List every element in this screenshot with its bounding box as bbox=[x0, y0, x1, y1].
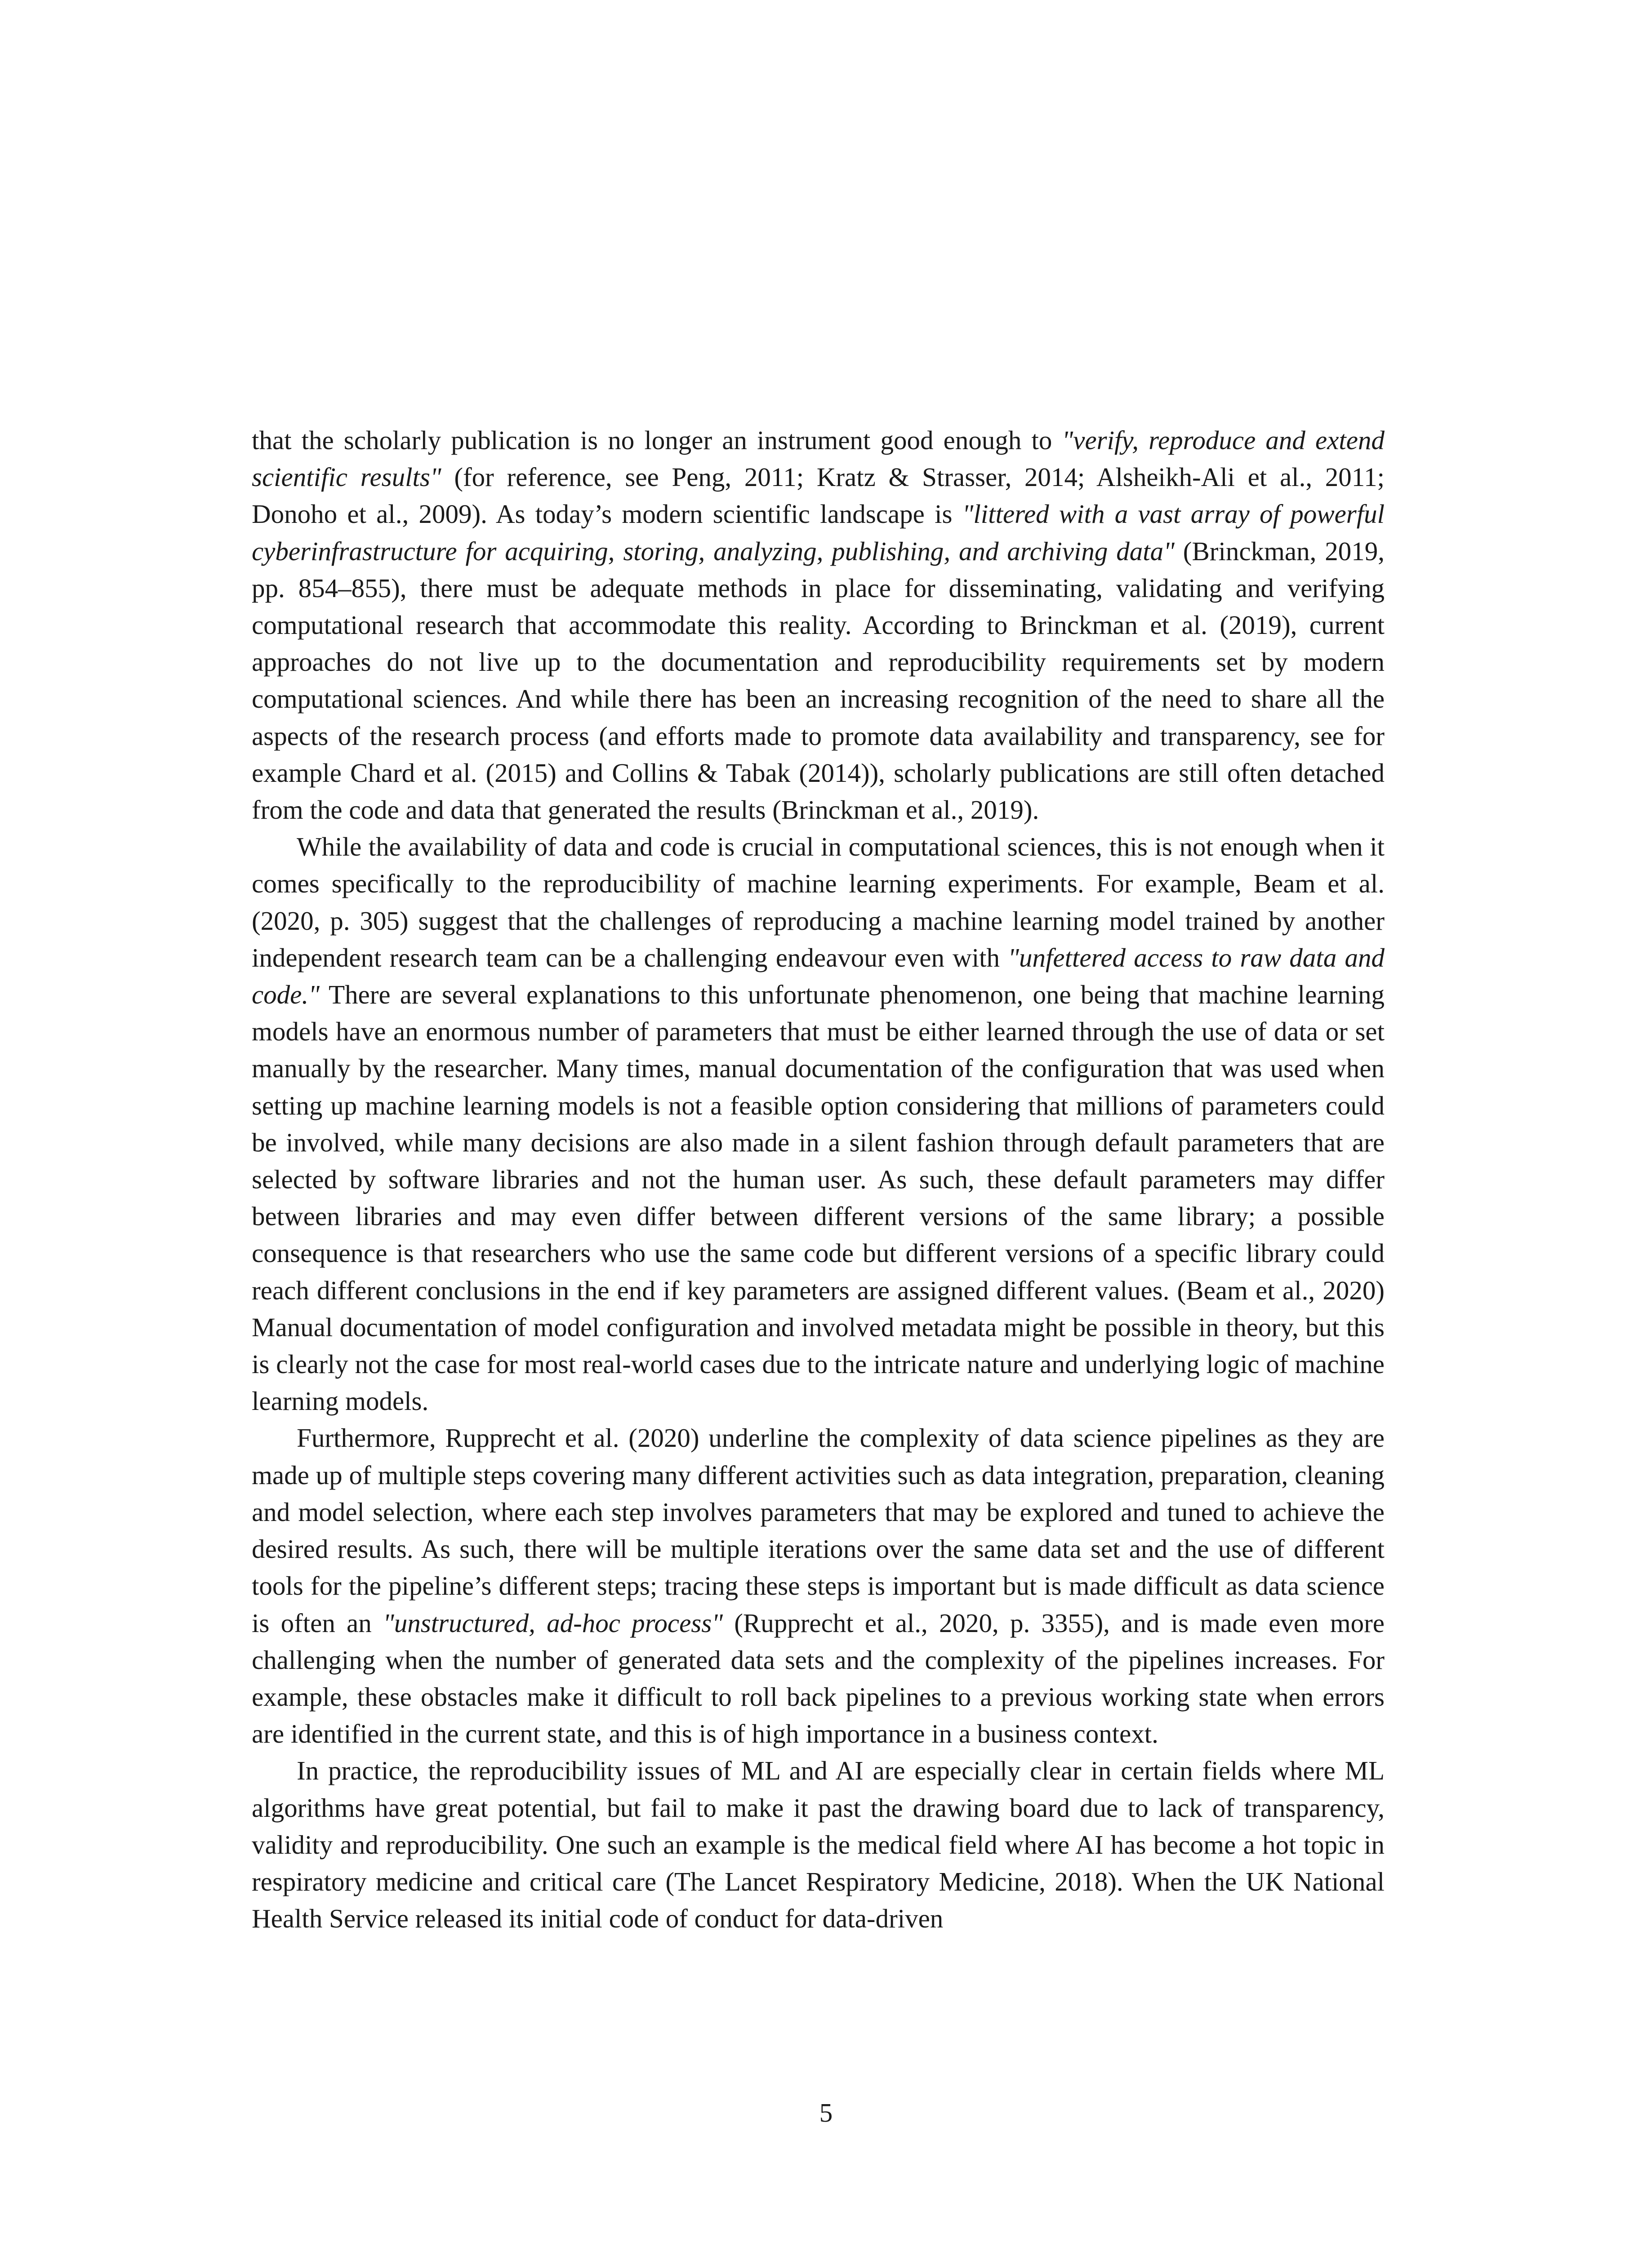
p3-text-1: Furthermore, Rupprecht et al. (2020) underline the complexity of data science pipelines as they are made up of multiple steps covering many different activities such as data integration, preparation, cleaning and model selection, where each step involves parameters that may be explored and tuned to achieve the desired results. As such, there will be multiple iterations over the same data set and the use of different tools for the pipeline’s different steps; tracing these steps is important but is made difficult as data science is often an bbox=[252, 1423, 1385, 1638]
p2-quote-1: "unfettered access to raw data and code." bbox=[252, 942, 1385, 1010]
paragraph-4 bbox=[252, 1752, 1385, 1937]
paragraph-2 bbox=[252, 828, 1385, 1419]
page-number: 5 bbox=[819, 2098, 833, 2128]
p2-text-1: While the availability of data and code is crucial in computational sciences, this is not enough when it comes specifically to the reproducibility of machine learning experiments. For example, Beam et al. (2020, p. 305) suggest that the challenges of reproducing a machine learning model trained by another independent research team can be a challenging endeavour even with bbox=[252, 832, 1385, 972]
paragraph-1 bbox=[252, 422, 1385, 828]
p1-text-1: that the scholarly publication is no longer an instrument good enough to bbox=[252, 425, 1062, 455]
p2-text-2: There are several explanations to this unfortunate phenomenon, one being that machine learning models have an enormous number of parameters that must be either learned through the use of data or set manually by the researcher. Many times, manual documentation of the configuration that was used when setting up machine learning models is not a feasible option considering that millions of parameters could be involved, while many decisions are also made in a silent fashion through default parameters that are selected by software libraries and not the human user. As such, these default parameters may differ between libraries and may even differ between different versions of the same library; a possible consequence is that researchers who use the same code but different versions of a specific library could reach different conclusions in the end if key parameters are assigned different values. (Beam et al., 2020) Manual documentation of model configuration and involved metadata might be possible in theory, but this is clearly not the case for most real-world cases due to the intricate nature and underlying logic of machine learning models. bbox=[252, 980, 1385, 1416]
p1-quote-2: "littered with a vast array of powerful cyberinfrastructure for acquiring, storing, analyzing, publishing, and archiving data" bbox=[252, 499, 1385, 566]
body-text bbox=[252, 422, 1385, 1937]
p3-text-2: (Rupprecht et al., 2020, p. 3355), and is made even more challenging when the number of generated data sets and the complexity of the pipelines increases. For example, these obstacles make it difficult to roll back pipelines to a previous working state when errors are identified in the current state, and this is of high importance in a business context. bbox=[252, 1608, 1385, 1749]
p1-text-3: (Brinckman, 2019, pp. 854–855), there must be adequate methods in place for disseminating, validating and verifying computational research that accommodate this reality. According to Brinckman et al. (2019), current approaches do not live up to the documentation and reproducibility requirements set by modern computational sciences. And while there has been an increasing recognition of the need to share all the aspects of the research process (and efforts made to promote data availability and transparency, see for example Chard et al. (2015) and Collins & Tabak (2014)), scholarly publications are still often detached from the code and data that generated the results (Brinckman et al., 2019). bbox=[252, 536, 1385, 825]
p4-text-1: In practice, the reproducibility issues of ML and AI are especially clear in certain fields where ML algorithms have great potential, but fail to make it past the drawing board due to lack of transparency, validity and reproducibility. One such an example is the medical field where AI has become a hot topic in respiratory medicine and critical care (The Lancet Respiratory Medicine, 2018). When the UK National Health Service released its initial code of conduct for data-driven bbox=[252, 1756, 1385, 1934]
p1-text-2: (for reference, see Peng, 2011; Kratz & Strasser, 2014; Alsheikh-Ali et al., 2011; Donoho et al., 2009). As today’s modern scientific landscape is bbox=[252, 462, 1385, 529]
p3-quote-1: "unstructured, ad-hoc process" bbox=[383, 1608, 723, 1638]
p1-quote-1: "verify, reproduce and extend scientific results" bbox=[252, 425, 1385, 492]
paragraph-3 bbox=[252, 1419, 1385, 1752]
